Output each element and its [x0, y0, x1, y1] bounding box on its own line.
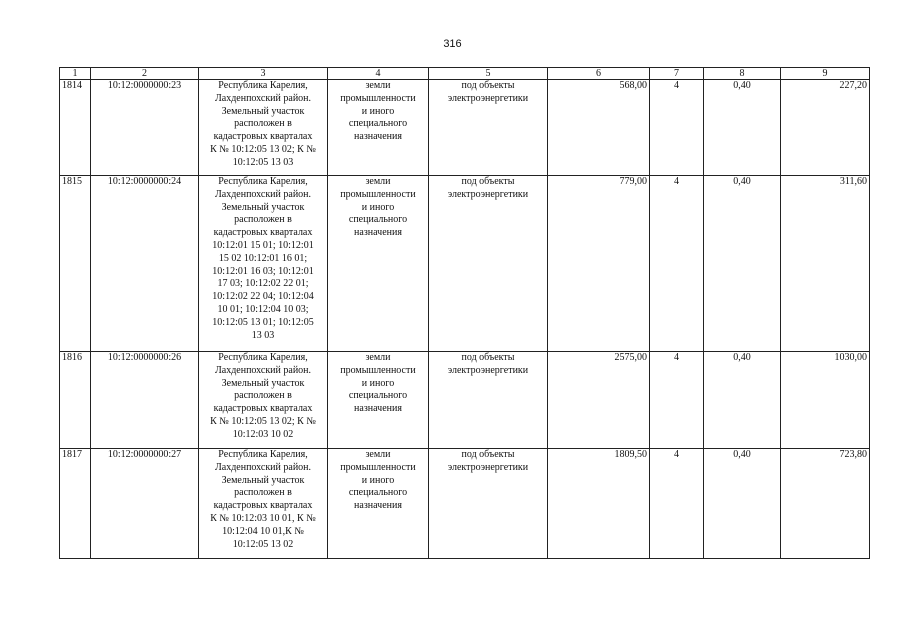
rate-value: 0,40 — [704, 352, 781, 449]
column-header: 2 — [91, 68, 199, 80]
column-header: 4 — [328, 68, 429, 80]
cadastral-number: 10:12:0000000:24 — [91, 176, 199, 352]
row-number: 1816 — [60, 352, 91, 449]
land-category: земли промышленности и иного специального назначения — [328, 80, 429, 176]
land-register-table — [59, 67, 870, 559]
row-number: 1817 — [60, 449, 91, 559]
column-header: 8 — [704, 68, 781, 80]
permitted-use: под объекты электроэнергетики — [429, 80, 548, 176]
area-value: 2575,00 — [548, 352, 650, 449]
table-row — [60, 352, 870, 449]
location-description: Республика Карелия, Лахденпохский район. Земельный участок расположен в кадастровых кварталах К № 10:12:05 13 02; К № 10:12:03 10 02 — [199, 352, 328, 449]
table-row — [60, 176, 870, 352]
cadastral-number: 10:12:0000000:26 — [91, 352, 199, 449]
group-value: 4 — [650, 176, 704, 352]
row-number: 1815 — [60, 176, 91, 352]
land-category: земли промышленности и иного специального назначения — [328, 449, 429, 559]
column-header: 7 — [650, 68, 704, 80]
location-description: Республика Карелия, Лахденпохский район. Земельный участок расположен в кадастровых кварталах К № 10:12:05 13 02; К № 10:12:05 13 03 — [199, 80, 328, 176]
rate-value: 0,40 — [704, 176, 781, 352]
permitted-use: под объекты электроэнергетики — [429, 352, 548, 449]
total-value: 227,20 — [781, 80, 870, 176]
rate-value: 0,40 — [704, 80, 781, 176]
location-description: Республика Карелия, Лахденпохский район. Земельный участок расположен в кадастровых кварталах К № 10:12:03 10 01, К № 10:12:04 10 01,К № 10:12:05 13 02 — [199, 449, 328, 559]
header-row — [60, 68, 870, 80]
permitted-use: под объекты электроэнергетики — [429, 176, 548, 352]
rate-value: 0,40 — [704, 449, 781, 559]
table-row — [60, 449, 870, 559]
permitted-use: под объекты электроэнергетики — [429, 449, 548, 559]
total-value: 1030,00 — [781, 352, 870, 449]
area-value: 1809,50 — [548, 449, 650, 559]
area-value: 779,00 — [548, 176, 650, 352]
group-value: 4 — [650, 80, 704, 176]
column-header: 5 — [429, 68, 548, 80]
cadastral-number: 10:12:0000000:23 — [91, 80, 199, 176]
group-value: 4 — [650, 352, 704, 449]
total-value: 723,80 — [781, 449, 870, 559]
group-value: 4 — [650, 449, 704, 559]
column-header: 9 — [781, 68, 870, 80]
column-header: 3 — [199, 68, 328, 80]
area-value: 568,00 — [548, 80, 650, 176]
land-category: земли промышленности и иного специального назначения — [328, 176, 429, 352]
total-value: 311,60 — [781, 176, 870, 352]
page-number: 316 — [443, 38, 462, 50]
column-header: 1 — [60, 68, 91, 80]
cadastral-number: 10:12:0000000:27 — [91, 449, 199, 559]
land-category: земли промышленности и иного специального назначения — [328, 352, 429, 449]
row-number: 1814 — [60, 80, 91, 176]
table-row — [60, 80, 870, 176]
location-description: Республика Карелия, Лахденпохский район. Земельный участок расположен в кадастровых кварталах 10:12:01 15 01; 10:12:01 15 02 10:12:01 16 01; 10:12:01 16 03; 10:12:01 17 03; 10:12:02 22 01; 10:12:02 22 04; 10:12:04 10 01; 10:12:04 10 03; 10:12:05 13 01; 10:12:05 13 03 — [199, 176, 328, 352]
column-header: 6 — [548, 68, 650, 80]
